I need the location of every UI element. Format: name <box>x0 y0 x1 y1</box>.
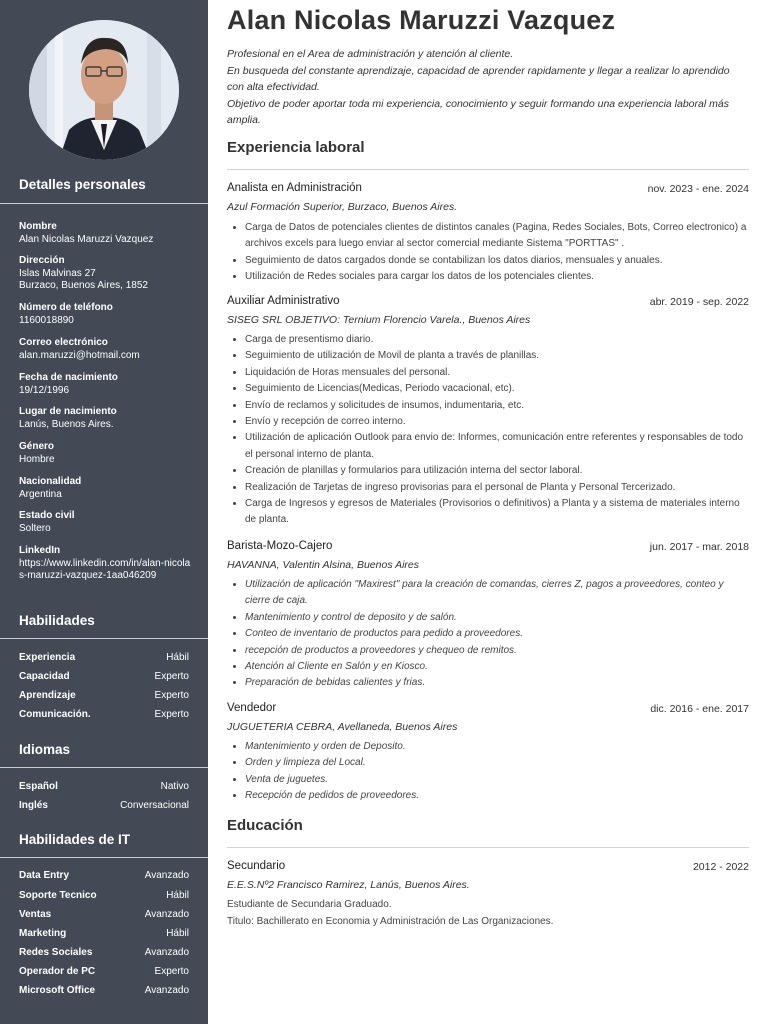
skill-row <box>19 708 189 721</box>
language-level: Nativo <box>160 781 189 792</box>
education-divider <box>227 847 749 848</box>
detail-label: Nombre <box>19 221 57 232</box>
job-title: Vendedor <box>227 702 277 714</box>
list-item: • Orden y limpieza del Local. <box>245 755 749 771</box>
summary-line: Profesional en el Area de administración y atención al cliente. <box>227 48 514 60</box>
skill-level: Experto <box>154 690 189 701</box>
it-skill-name: Microsoft Office <box>19 985 96 996</box>
skill-name: Comunicación. <box>19 709 91 720</box>
it-skill-row <box>19 965 189 978</box>
detail-value: 19/12/1996 <box>19 384 70 396</box>
job-duties <box>227 739 749 805</box>
job-title: Barista-Mozo-Cajero <box>227 540 333 552</box>
job-dates: jun. 2017 - mar. 2018 <box>649 541 749 553</box>
education-description <box>227 897 553 930</box>
detail-label: Dirección <box>19 255 65 266</box>
list-item: • Mantenimiento y control de deposito y de salón. <box>245 610 749 626</box>
list-item: • Utilización de Redes sociales para cargar los datos de los potenciales clientes. <box>245 269 749 285</box>
it-skill-level: Avanzado <box>144 870 189 881</box>
job-dates: nov. 2023 - ene. 2024 <box>647 183 749 195</box>
detail-label: LinkedIn <box>19 545 61 556</box>
languages-divider <box>0 767 208 768</box>
detail-label: Género <box>19 441 55 452</box>
profile-photo <box>29 20 179 160</box>
detail-name <box>19 221 199 246</box>
detail-gender <box>19 441 199 466</box>
skill-row <box>19 689 189 702</box>
it-skill-row <box>19 946 189 959</box>
sidebar <box>0 0 208 1024</box>
list-item: • Carga de Ingresos y egresos de Materiales (Provisorios o definitivos) a Planta y a sistema de materiales interno de planta. <box>245 496 749 529</box>
it-skill-level: Hábil <box>166 890 189 901</box>
list-item: • Conteo de inventario de productos para pedido a proveedores. <box>245 626 749 642</box>
experience-title: Experiencia laboral <box>227 139 365 156</box>
job-dates: abr. 2019 - sep. 2022 <box>649 296 749 308</box>
detail-label: Fecha de nacimiento <box>19 372 118 383</box>
education-line: Titulo: Bachillerato en Economia y Administración de Las Organizaciones. <box>227 915 554 927</box>
skill-level: Experto <box>154 671 189 682</box>
list-item: • Carga de Datos de potenciales clientes de distintos canales (Pagina, Redes Sociales, Bots, Correo electronico) a archivos excels para luego enviar al sector comercial mediante Sistema "PORTTAS" . <box>245 220 749 253</box>
list-item: • Preparación de bebidas calientes y frias. <box>245 675 749 691</box>
detail-value: 1160018890 <box>19 314 74 326</box>
details-divider <box>0 203 208 204</box>
detail-label: Número de teléfono <box>19 302 113 313</box>
list-item: • Envío de reclamos y solicitudes de insumos, indumentaria, etc. <box>245 398 749 414</box>
linkedin-link[interactable]: https://www.linkedin.com/in/alan-nicolas-maruzzi-vazquez-1aa046209 <box>19 557 191 581</box>
detail-value: Soltero <box>19 522 51 534</box>
detail-value[interactable]: alan.maruzzi@hotmail.com <box>19 349 140 361</box>
job-company: Azul Formación Superior, Burzaco, Buenos Aires. <box>227 201 458 213</box>
skill-name: Aprendizaje <box>19 690 76 701</box>
it-skill-name: Redes Sociales <box>19 947 93 958</box>
list-item: • Utilización de aplicación Outlook para envio de: Informes, comunicación entre referentes y responsables de todo el personal interno de planta. <box>245 430 749 463</box>
detail-phone <box>19 302 199 327</box>
language-name: Español <box>19 781 58 792</box>
detail-label: Estado civil <box>19 510 75 521</box>
detail-birthplace <box>19 406 199 431</box>
skill-level: Experto <box>154 709 189 720</box>
list-item: • Seguimiento de Licencias(Medicas, Periodo vacacional, etc). <box>245 381 749 397</box>
it-skill-row <box>19 889 189 902</box>
languages-title: Idiomas <box>19 742 71 757</box>
job-title: Analista en Administración <box>227 182 362 194</box>
detail-value: Hombre <box>19 453 55 465</box>
education-line: Estudiante de Secundaria Graduado. <box>227 899 392 910</box>
summary-line: Objetivo de poder aportar toda mi experiencia, conocimiento y seguir formando una experiencia laboral más amplia. <box>227 97 729 126</box>
it-skill-row <box>19 869 189 882</box>
education-school: E.E.S.Nº2 Francisco Ramirez, Lanús, Buenos Aires. <box>227 879 470 891</box>
detail-nationality <box>19 476 199 501</box>
detail-linkedin <box>19 545 191 583</box>
it-skill-level: Hábil <box>166 928 189 939</box>
skills-divider <box>0 638 208 639</box>
job-duties <box>227 220 749 286</box>
list-item: • recepción de productos a proveedores y chequeo de remitos. <box>245 643 749 659</box>
job-title: Auxiliar Administrativo <box>227 295 340 307</box>
list-item: • Envío y recepción de correo interno. <box>245 414 749 430</box>
education-title: Educación <box>227 817 303 834</box>
detail-birthdate <box>19 372 199 397</box>
education-dates: 2012 - 2022 <box>692 861 749 873</box>
detail-address <box>19 255 199 293</box>
detail-value: Islas Malvinas 27 Burzaco, Buenos Aires, 1852 <box>19 267 148 291</box>
it-skill-name: Operador de PC <box>19 966 96 977</box>
job-duties <box>227 332 749 529</box>
it-skill-level: Avanzado <box>144 947 189 958</box>
list-item: • Utilización de aplicación "Maxirest" para la creación de comandas, cierres Z, pagos a proveedores, conteo y cierre de caja. <box>245 577 749 610</box>
list-item: • Seguimiento de utilización de Movil de planta a través de planillas. <box>245 348 749 364</box>
it-skill-name: Ventas <box>19 909 52 920</box>
list-item: • Liquidación de Horas mensuales del personal. <box>245 365 749 381</box>
it-skill-name: Data Entry <box>19 870 70 881</box>
list-item: • Mantenimiento y orden de Deposito. <box>245 739 749 755</box>
list-item: • Recepción de pedidos de proveedores. <box>245 788 749 804</box>
it-skill-row <box>19 927 189 940</box>
it-skill-name: Marketing <box>19 928 67 939</box>
language-row <box>19 780 189 793</box>
skill-row <box>19 651 189 664</box>
it-skill-name: Soporte Tecnico <box>19 890 97 901</box>
experience-divider <box>227 169 749 170</box>
language-name: Inglés <box>19 800 48 811</box>
list-item: • Venta de juguetes. <box>245 772 749 788</box>
list-item: • Atención al Cliente en Salón y en Kiosco. <box>245 659 749 675</box>
job-duties <box>227 577 749 692</box>
job-company: SISEG SRL OBJETIVO: Ternium Florencio Varela., Buenos Aires <box>227 314 531 326</box>
it-skills-divider <box>0 857 208 858</box>
details-title: Detalles personales <box>19 177 146 192</box>
job-dates: dic. 2016 - ene. 2017 <box>650 703 749 715</box>
job-company: HAVANNA, Valentin Alsina, Buenos Aires <box>227 559 420 571</box>
skills-title: Habilidades <box>19 613 95 628</box>
list-item: • Carga de presentismo diario. <box>245 332 749 348</box>
detail-value: Alan Nicolas Maruzzi Vazquez <box>19 233 154 245</box>
skill-row <box>19 670 189 683</box>
detail-label: Lugar de nacimiento <box>19 406 117 417</box>
summary-line: En busqueda del constante aprendizaje, capacidad de aprender rapidamente y llegar a realizar lo aprendido con alta efectividad. <box>227 64 730 93</box>
it-skills-title: Habilidades de IT <box>19 832 131 847</box>
language-row <box>19 799 189 812</box>
candidate-name: Alan Nicolas Maruzzi Vazquez <box>227 5 616 35</box>
skill-level: Hábil <box>166 652 189 663</box>
list-item: • Realización de Tarjetas de ingreso provisorias para el personal de Planta y Personal Tercerizado. <box>245 480 749 496</box>
it-skill-row <box>19 984 189 997</box>
it-skill-level: Avanzado <box>144 985 189 996</box>
it-skill-level: Experto <box>154 966 189 977</box>
detail-label: Nacionalidad <box>19 476 82 487</box>
skill-name: Experiencia <box>19 652 76 663</box>
detail-value: Lanús, Buenos Aires. <box>19 418 114 430</box>
job-company: JUGUETERIA CEBRA, Avellaneda, Buenos Aires <box>227 721 458 733</box>
skill-name: Capacidad <box>19 671 70 682</box>
detail-label: Correo electrónico <box>19 337 108 348</box>
detail-value: Argentina <box>19 488 62 500</box>
list-item: • Creación de planillas y formularios para utilización interna del sector laboral. <box>245 463 749 479</box>
it-skill-row <box>19 908 189 921</box>
education-degree: Secundario <box>227 860 286 872</box>
it-skill-level: Avanzado <box>144 909 189 920</box>
list-item: • Seguimiento de datos cargados donde se contabilizan los datos diarios, mensuales y anuales. <box>245 253 749 269</box>
detail-email <box>19 337 199 362</box>
language-level: Conversacional <box>120 800 189 811</box>
profile-summary <box>227 46 749 129</box>
detail-civil-status <box>19 510 199 535</box>
